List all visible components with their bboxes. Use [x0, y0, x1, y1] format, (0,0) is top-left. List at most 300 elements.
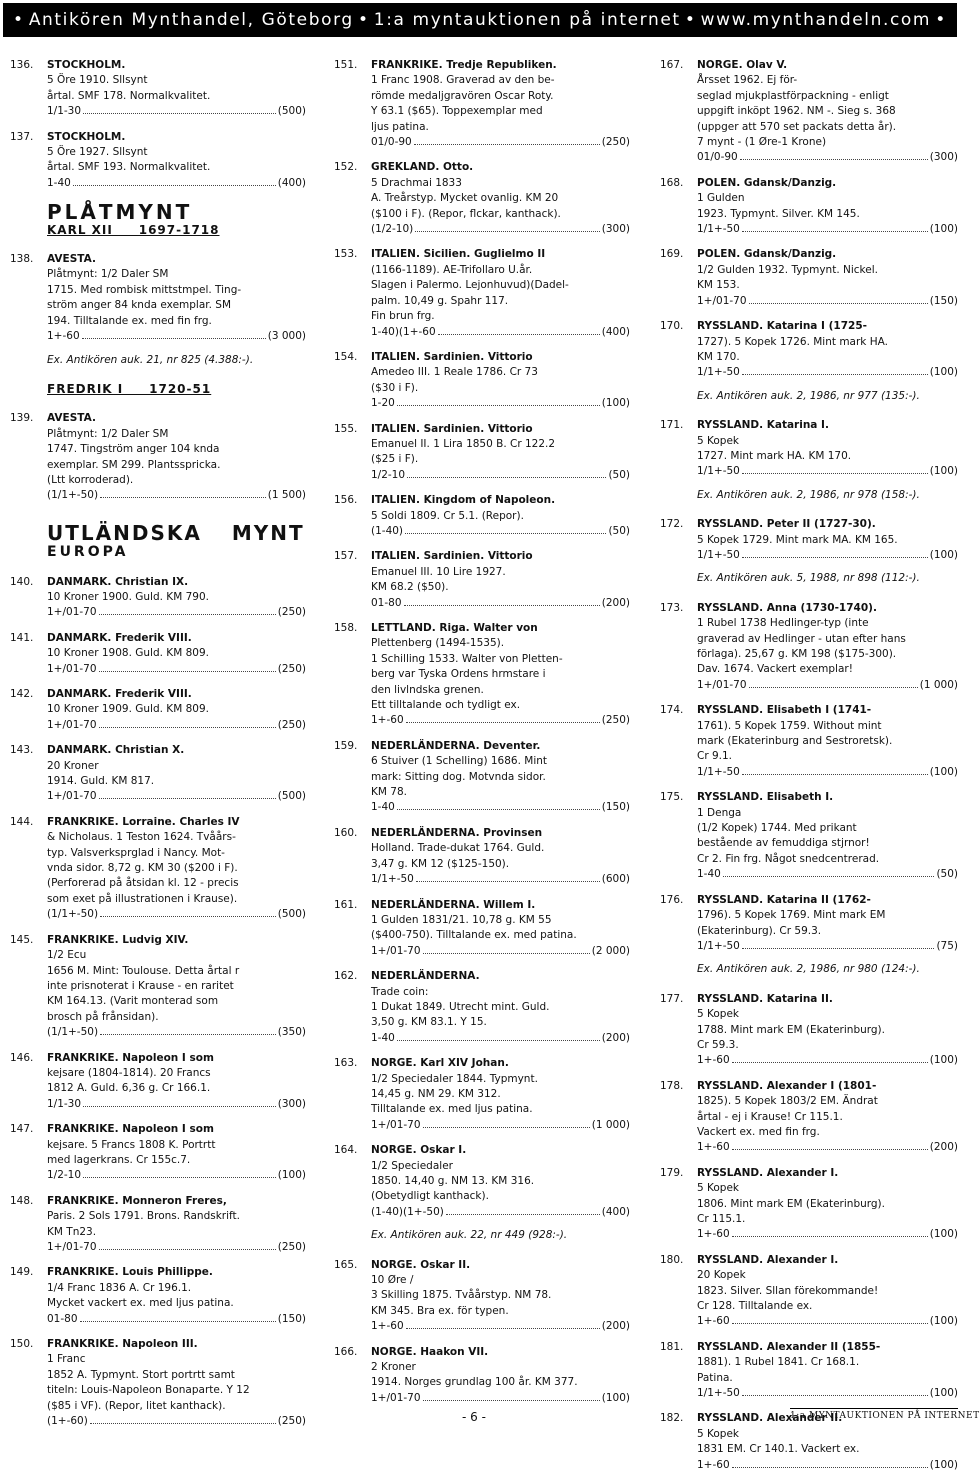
lot-entry [10, 743, 306, 805]
lot-description: Cr 9.1. [697, 750, 733, 763]
leader-dots [723, 876, 935, 877]
lot-title: ITALIEN. Sardinien. Vittorio [371, 350, 533, 363]
leader-dots [438, 334, 600, 335]
lot-description: 10 Kroner 1900. Guld. KM 790. [47, 590, 209, 603]
lot-description: 5 Kopek 1729. Mint mark MA. KM 165. [697, 533, 898, 546]
lot-entry [334, 621, 630, 729]
lot-price-line [697, 1227, 958, 1242]
catalog-column-3 [660, 58, 958, 1483]
lot-grade: 01/0-90 [697, 151, 738, 164]
leader-dots [99, 671, 276, 672]
lot-title: STOCKHOLM. [47, 59, 126, 71]
lot-price-line [697, 1053, 958, 1068]
lot-description: 1/2 Speciedaler 1844. Typmynt. [371, 1072, 538, 1085]
lot-price-line [47, 718, 306, 733]
lot-entry [334, 549, 630, 611]
lot-description: uppgift inköpt 1962. NM -. Sieg s. 368 [697, 105, 896, 118]
lot-estimate: (100) [277, 1169, 306, 1182]
leader-dots [397, 405, 600, 406]
lot-description: Patina. [697, 1371, 733, 1384]
lot-number: 164. [334, 1144, 358, 1157]
lot-number: 171. [660, 419, 684, 432]
lot-description: (1166-1189). AE-Trifollaro U.år. [371, 263, 533, 276]
lot-description: 5 Kopek [697, 1182, 740, 1195]
lot-grade: 1/1-30 [47, 105, 82, 118]
lot-entry [10, 933, 306, 1041]
lot-title: RYSSLAND. Katarina II. [697, 992, 833, 1005]
lot-number: 181. [660, 1340, 684, 1353]
lot-description: Mycket vackert ex. med ljus patina. [47, 1297, 234, 1310]
lot-description: palm. 10,49 g. Spahr 117. [371, 294, 509, 307]
header-tagline: 1:a myntauktionen på internet [373, 10, 681, 30]
lot-number: 141. [10, 631, 34, 644]
lot-title: NORGE. Karl XIV Johan. [371, 1057, 509, 1070]
lot-description: 1 Rubel 1738 Hedlinger-typ (inte [697, 617, 869, 630]
lot-estimate: (250) [601, 714, 630, 727]
lot-grade: (1/2-10) [371, 223, 414, 236]
provenance-note: Ex. Antikören auk. 2, 1986, nr 980 (124:-). [697, 963, 920, 976]
lot-grade: 1+-60 [47, 330, 80, 343]
lot-estimate: (250) [277, 606, 306, 619]
lot-description: Cr 128. Tilltalande ex. [697, 1300, 813, 1313]
lot-number: 172. [660, 518, 684, 531]
lot-description: graverad av Hedlinger - utan efter hans [697, 632, 906, 645]
lot-estimate: (500) [277, 105, 306, 118]
lot-description: 7 mynt - (1 Øre-1 Krone) [697, 136, 827, 149]
lot-title: RYSSLAND. Katarina I. [697, 419, 829, 432]
lot-grade: 1+-60 [697, 1054, 730, 1067]
lot-grade: 1-40 [371, 1031, 395, 1044]
lot-description: 20 Kopek [697, 1269, 746, 1282]
leader-dots [732, 1149, 928, 1150]
lot-number: 157. [334, 550, 358, 563]
lot-description: A. Treårstyp. Mycket ovanlig. KM 20 [371, 192, 559, 205]
header-website-link[interactable]: www.mynthandeln.com [700, 10, 932, 30]
lot-price-line [697, 464, 958, 479]
lot-estimate: (150) [601, 801, 630, 814]
lot-description: 5 Öre 1910. Sllsynt [47, 74, 148, 87]
lot-title: FRANKRIKE. Ludvig XIV. [47, 933, 189, 946]
lot-description: KM Tn23. [47, 1225, 97, 1238]
lot-estimate: (100) [929, 1458, 958, 1471]
lot-description: (Ekaterinburg). Cr 59.3. [697, 924, 822, 937]
lot-entry [334, 898, 630, 960]
lot-number: 167. [660, 59, 684, 71]
lot-estimate: (50) [608, 468, 630, 481]
leader-dots [100, 916, 276, 917]
lot-entry [660, 418, 958, 480]
lot-number: 150. [10, 1338, 34, 1351]
lot-price-line [47, 1097, 306, 1112]
lot-description: kejsare. 5 Francs 1808 K. Portrtt [47, 1138, 216, 1151]
lot-description: (Ltt korroderad). [47, 473, 134, 486]
lot-estimate: (500) [277, 790, 306, 803]
lot-price-line [47, 176, 306, 191]
lot-price-line [47, 662, 306, 677]
lot-number: 174. [660, 704, 684, 717]
bullet-icon: • [13, 10, 25, 30]
lot-description: 1796). 5 Kopek 1769. Mint mark EM [697, 909, 886, 922]
leader-dots [73, 185, 276, 186]
lot-estimate: (3 000) [267, 330, 306, 343]
leader-dots [100, 497, 266, 498]
lot-entry [10, 1337, 306, 1429]
lot-description: Årsset 1962. Ej för- [697, 74, 798, 87]
lot-grade: 1+-60 [697, 1141, 730, 1154]
lot-estimate: (400) [601, 325, 630, 338]
lot-description: Dav. 1674. Vackert exemplar! [697, 663, 853, 676]
lot-price-line [371, 468, 630, 483]
lot-estimate: (600) [601, 873, 630, 886]
lot-entry [660, 1340, 958, 1402]
lot-entry [10, 130, 306, 192]
lot-number: 138. [10, 253, 34, 266]
lot-number: 153. [334, 248, 358, 261]
lot-entry [660, 517, 958, 563]
lot-title: RYSSLAND. Katarina II (1762- [697, 893, 871, 906]
lot-grade: 1+/01-70 [47, 606, 97, 619]
lot-entry [334, 969, 630, 1046]
lot-description: (uppger att 570 set packats detta år). [697, 120, 897, 133]
lot-description: 5 Kopek [697, 434, 740, 447]
leader-dots [423, 953, 590, 954]
lot-grade: 1/1+-50 [697, 1387, 740, 1400]
lot-estimate: (300) [277, 1097, 306, 1110]
lot-estimate: (75) [936, 939, 958, 952]
leader-dots [446, 1214, 600, 1215]
lot-price-line [371, 872, 630, 887]
lot-title: NEDERLÄNDERNA. Provinsen [371, 826, 543, 839]
lot-title: AVESTA. [47, 253, 96, 266]
lot-title: NORGE. Oskar II. [371, 1258, 471, 1271]
lot-description: KM 164.13. (Varit monterad som [47, 995, 219, 1008]
lot-description: ($85 i VF). (Repor, litet kanthack). [47, 1399, 226, 1412]
lot-entry [10, 411, 306, 503]
leader-dots [406, 1328, 600, 1329]
lot-number: 170. [660, 320, 684, 333]
lot-description: inte prisnoterat i Krause - en raritet [47, 979, 234, 992]
lot-description: KM 68.2 ($50). [371, 581, 449, 594]
lot-description: 1812 A. Guld. 6,36 g. Cr 166.1. [47, 1082, 211, 1095]
lot-estimate: (2 000) [591, 944, 630, 957]
lot-entry [660, 790, 958, 882]
lot-number: 168. [660, 176, 684, 189]
lot-grade: 1+/01-70 [47, 662, 97, 675]
lot-estimate: (50) [936, 868, 958, 881]
lot-description: 1 Schilling 1533. Walter von Pletten- [371, 652, 563, 665]
lot-description: vnda sidor. 8,72 g. KM 30 ($200 i F). [47, 862, 238, 875]
lot-title: FRANKRIKE. Louis Phillippe. [47, 1266, 213, 1279]
lot-title: ITALIEN. Kingdom of Napoleon. [371, 494, 556, 507]
lot-description: ljus patina. [371, 120, 429, 133]
lot-price-line [371, 800, 630, 815]
lot-description: 5 Soldi 1809. Cr 5.1. (Repor). [371, 509, 524, 522]
lot-grade: 1/1-30 [47, 1097, 82, 1110]
lot-description: 1914. Guld. KM 817. [47, 775, 155, 788]
lot-number: 142. [10, 688, 34, 700]
lot-price-line [697, 150, 958, 165]
lot-grade: 1+/01-70 [47, 790, 97, 803]
lot-number: 177. [660, 992, 684, 1005]
leader-dots [740, 159, 928, 160]
lot-description: med lagerkrans. Cr 155c.7. [47, 1153, 191, 1166]
lot-number: 163. [334, 1057, 358, 1070]
lot-entry [660, 893, 958, 955]
lot-number: 173. [660, 601, 684, 614]
lot-description: Plåtmynt: 1/2 Daler SM [47, 427, 169, 440]
lot-estimate: (150) [277, 1312, 306, 1325]
lot-number: 144. [10, 815, 34, 828]
lot-grade: 1/1+-50 [697, 366, 740, 379]
lot-grade: 1+/01-70 [371, 1118, 421, 1131]
leader-dots [414, 144, 600, 145]
lot-title: AVESTA. [47, 412, 96, 425]
lot-estimate: (100) [929, 465, 958, 478]
lot-description: 1747. Tingström anger 104 knda [47, 443, 220, 456]
lot-price-line [697, 678, 958, 693]
lot-title: NEDERLÄNDERNA. Deventer. [371, 739, 541, 752]
lot-price-line [371, 524, 630, 539]
page-number: - 6 - [462, 1410, 486, 1424]
lot-description: 1 Denga [697, 806, 742, 819]
lot-description: 1727. Mint mark HA. KM 170. [697, 449, 852, 462]
reign-heading: KARL XII 1697-1718 [47, 222, 220, 237]
leader-dots [83, 113, 276, 114]
section-heading: PLÅTMYNT [47, 200, 193, 225]
lot-title: NEDERLÄNDERNA. Willem I. [371, 898, 536, 911]
lot-entry [10, 1265, 306, 1327]
lot-description: 5 Kopek [697, 1008, 740, 1021]
lot-description: Cr 115.1. [697, 1213, 746, 1225]
lot-price-line [47, 1168, 306, 1183]
lot-grade: 1+-60 [371, 1320, 404, 1333]
lot-grade: 1+-60 [371, 714, 404, 727]
lot-price-line [697, 222, 958, 237]
lot-description: Emanuel II. 1 Lira 1850 B. Cr 122.2 [371, 437, 556, 450]
bullet-icon: • [684, 10, 697, 30]
lot-description: 10 Øre / [371, 1274, 414, 1287]
lot-entry [334, 493, 630, 539]
lot-grade: 1/1+-50 [697, 223, 740, 236]
lot-title: NORGE. Olav V. [697, 59, 788, 71]
lot-grade: (1+-60) [47, 1415, 88, 1428]
lot-number: 156. [334, 494, 358, 507]
lot-price-line [47, 605, 306, 620]
lot-grade: 1+/01-70 [47, 1241, 97, 1253]
lot-description: 1788. Mint mark EM (Ekaterinburg). [697, 1023, 885, 1036]
leader-dots [397, 1040, 600, 1041]
region-heading: EUROPA [47, 544, 129, 561]
lot-grade: 1-40 [47, 176, 71, 189]
lot-description: mark: Sitting dog. Motvnda sidor. [371, 770, 546, 783]
lot-grade: (1/1+-50) [47, 1026, 99, 1039]
lot-price-line [697, 548, 958, 563]
lot-number: 169. [660, 248, 684, 261]
lot-price-line [697, 867, 958, 882]
lot-description: Y 63.1 ($65). Toppexemplar med [371, 105, 543, 118]
lot-number: 160. [334, 826, 358, 839]
provenance-note: Ex. Antikören auk. 21, nr 825 (4.388:-). [47, 353, 254, 366]
lot-price-line [371, 944, 630, 959]
lot-entry [334, 422, 630, 484]
lot-description: Trade coin: [371, 985, 429, 998]
lot-description: 1852 A. Typmynt. Stort portrtt samt [47, 1368, 235, 1381]
lot-entry [10, 815, 306, 923]
lot-description: 1 Dukat 1849. Utrecht mint. Guld. [371, 1000, 550, 1013]
header-bar [3, 3, 957, 37]
lot-entry [334, 1258, 630, 1335]
lot-estimate: (150) [929, 294, 958, 307]
lot-title: DANMARK. Christian IX. [47, 575, 189, 588]
lot-title: GREKLAND. Otto. [371, 161, 474, 174]
lot-title: RYSSLAND. Alexander II (1855- [697, 1340, 881, 1353]
lot-price-line [697, 1140, 958, 1155]
lot-grade: 01/0-90 [371, 136, 412, 149]
lot-title: POLEN. Gdansk/Danzig. [697, 248, 837, 261]
lot-number: 152. [334, 161, 358, 174]
lot-grade: 1/1+-50 [697, 465, 740, 478]
lot-number: 148. [10, 1194, 34, 1207]
lot-estimate: (200) [601, 1320, 630, 1333]
leader-dots [742, 948, 935, 949]
leader-dots [742, 557, 928, 558]
lot-title: FRANKRIKE. Napoleon III. [47, 1338, 198, 1351]
lot-entry [334, 160, 630, 237]
lot-description: seglad mjukplastförpackning - enligt [697, 89, 889, 102]
leader-dots [423, 1127, 590, 1128]
lot-grade: 1/1+-50 [697, 548, 740, 561]
lot-estimate: (200) [601, 1031, 630, 1044]
lot-price-line [47, 1025, 306, 1040]
lot-description: 1/2 Speciedaler [371, 1159, 453, 1172]
lot-description: 1850. 14,40 g. NM 13. KM 316. [371, 1175, 535, 1187]
lot-description: 1 Gulden [697, 192, 745, 205]
lot-estimate: (250) [277, 1241, 306, 1253]
leader-dots [406, 722, 600, 723]
lot-title: DANMARK. Frederik VIII. [47, 631, 192, 644]
lot-description: 3,50 g. KM 83.1. Y 15. [371, 1016, 487, 1029]
lot-price-line [371, 396, 630, 411]
lot-title: STOCKHOLM. [47, 130, 126, 143]
leader-dots [742, 1395, 928, 1396]
lot-grade: 01-80 [371, 596, 402, 609]
lot-number: 165. [334, 1258, 358, 1271]
lot-description: 1923. Typmynt. Silver. KM 145. [697, 207, 860, 220]
lot-grade: 1+-60 [697, 1228, 730, 1241]
lot-description: 1761). 5 Kopek 1759. Without mint [697, 719, 882, 732]
lot-number: 158. [334, 622, 358, 634]
lot-price-line [47, 789, 306, 804]
lot-description: bestående av femuddiga stjrnor! [697, 837, 870, 850]
lot-title: DANMARK. Frederik VIII. [47, 688, 192, 700]
lot-price-line [371, 222, 630, 237]
lot-grade: 1/2-10 [371, 468, 406, 481]
lot-description: Plettenberg (1494-1535). [371, 637, 505, 650]
lot-title: ITALIEN. Sardinien. Vittorio [371, 550, 533, 563]
lot-number: 162. [334, 970, 358, 983]
section-heading-word: UTLÄNDSKA [47, 520, 202, 545]
leader-dots [83, 1177, 276, 1178]
leader-dots [397, 809, 600, 810]
lot-description: ($100 i F). (Repor, flckar, kanthack). [371, 207, 561, 220]
lot-estimate: (1 000) [591, 1118, 630, 1131]
lot-entry [334, 350, 630, 412]
lot-price-line [47, 1240, 306, 1255]
lot-grade: 1/1+-50 [371, 873, 414, 886]
lot-price-line [371, 135, 630, 150]
lot-grade: 1+-60 [697, 1315, 730, 1328]
lot-description: römde medaljgravören Oscar Roty. [371, 89, 554, 102]
lot-estimate: (400) [601, 1205, 630, 1218]
lot-description: ström anger 84 knda exemplar. SM [47, 299, 232, 312]
provenance-note: Ex. Antikören auk. 2, 1986, nr 977 (135:-). [697, 389, 920, 402]
lot-number: 180. [660, 1253, 684, 1266]
lot-entry [660, 58, 958, 166]
lot-description: typ. Valsverksprglad i Nancy. Mot- [47, 846, 225, 859]
lot-description: den livlndska grenen. [371, 683, 484, 696]
lot-estimate: (250) [277, 1415, 306, 1428]
lot-number: 161. [334, 898, 358, 911]
lot-description: Cr 2. Fin frg. Något snedcentrerad. [697, 852, 880, 865]
lot-entry [660, 176, 958, 238]
lot-description: Vackert ex. med fin frg. [697, 1125, 820, 1138]
leader-dots [742, 231, 928, 232]
lot-estimate: (100) [601, 1391, 630, 1404]
provenance-note: Ex. Antikören auk. 22, nr 449 (928:-). [371, 1229, 568, 1242]
leader-dots [423, 1400, 600, 1401]
leader-dots [80, 1321, 276, 1322]
lot-grade: 1-40 [371, 801, 395, 814]
lot-entry [10, 252, 306, 344]
lot-description: 10 Kroner 1909. Guld. KM 809. [47, 703, 209, 716]
lot-entry [660, 703, 958, 780]
lot-number: 149. [10, 1266, 34, 1279]
lot-number: 159. [334, 739, 358, 752]
provenance-note: Ex. Antikören auk. 2, 1986, nr 978 (158:-). [697, 488, 920, 501]
lot-description: 6 Stuiver (1 Schelling) 1686. Mint [371, 755, 548, 768]
lot-estimate: (50) [608, 524, 630, 537]
leader-dots [742, 374, 928, 375]
lot-description: 20 Kroner [47, 759, 99, 772]
lot-entry [334, 1143, 630, 1220]
lot-grade: 01-80 [47, 1312, 78, 1325]
lot-title: FRANKRIKE. Tredje Republiken. [371, 59, 557, 71]
lot-description: 1806. Mint mark EM (Ekaterinburg). [697, 1197, 885, 1210]
leader-dots [742, 473, 928, 474]
lot-description: titeln: Louis-Napoleon Bonaparte. Y 12 [47, 1384, 250, 1397]
lot-estimate: (100) [929, 1315, 958, 1328]
lot-price-line [47, 329, 306, 344]
lot-entry [660, 1253, 958, 1330]
lot-price-line [697, 939, 958, 954]
lot-grade: 1/2-10 [47, 1169, 82, 1182]
leader-dots [83, 1106, 276, 1107]
leader-dots [404, 605, 600, 606]
lot-description: KM 345. Bra ex. för typen. [371, 1304, 509, 1317]
lot-description: 1 Franc [47, 1353, 86, 1366]
lot-entry [660, 319, 958, 381]
lot-grade: (1/1+-50) [47, 489, 99, 502]
lot-description: exemplar. SM 299. Plantsspricka. [47, 458, 221, 471]
lot-title: RYSSLAND. Anna (1730-1740). [697, 601, 877, 614]
lot-description: som exet på illustrationen i Krause). [47, 892, 238, 905]
lot-estimate: (200) [929, 1141, 958, 1154]
lot-price-line [697, 1386, 958, 1401]
lot-number: 147. [10, 1123, 34, 1136]
lot-price-line [47, 907, 306, 922]
lot-estimate: (250) [277, 662, 306, 675]
lot-title: RYSSLAND. Alexander I. [697, 1166, 839, 1179]
